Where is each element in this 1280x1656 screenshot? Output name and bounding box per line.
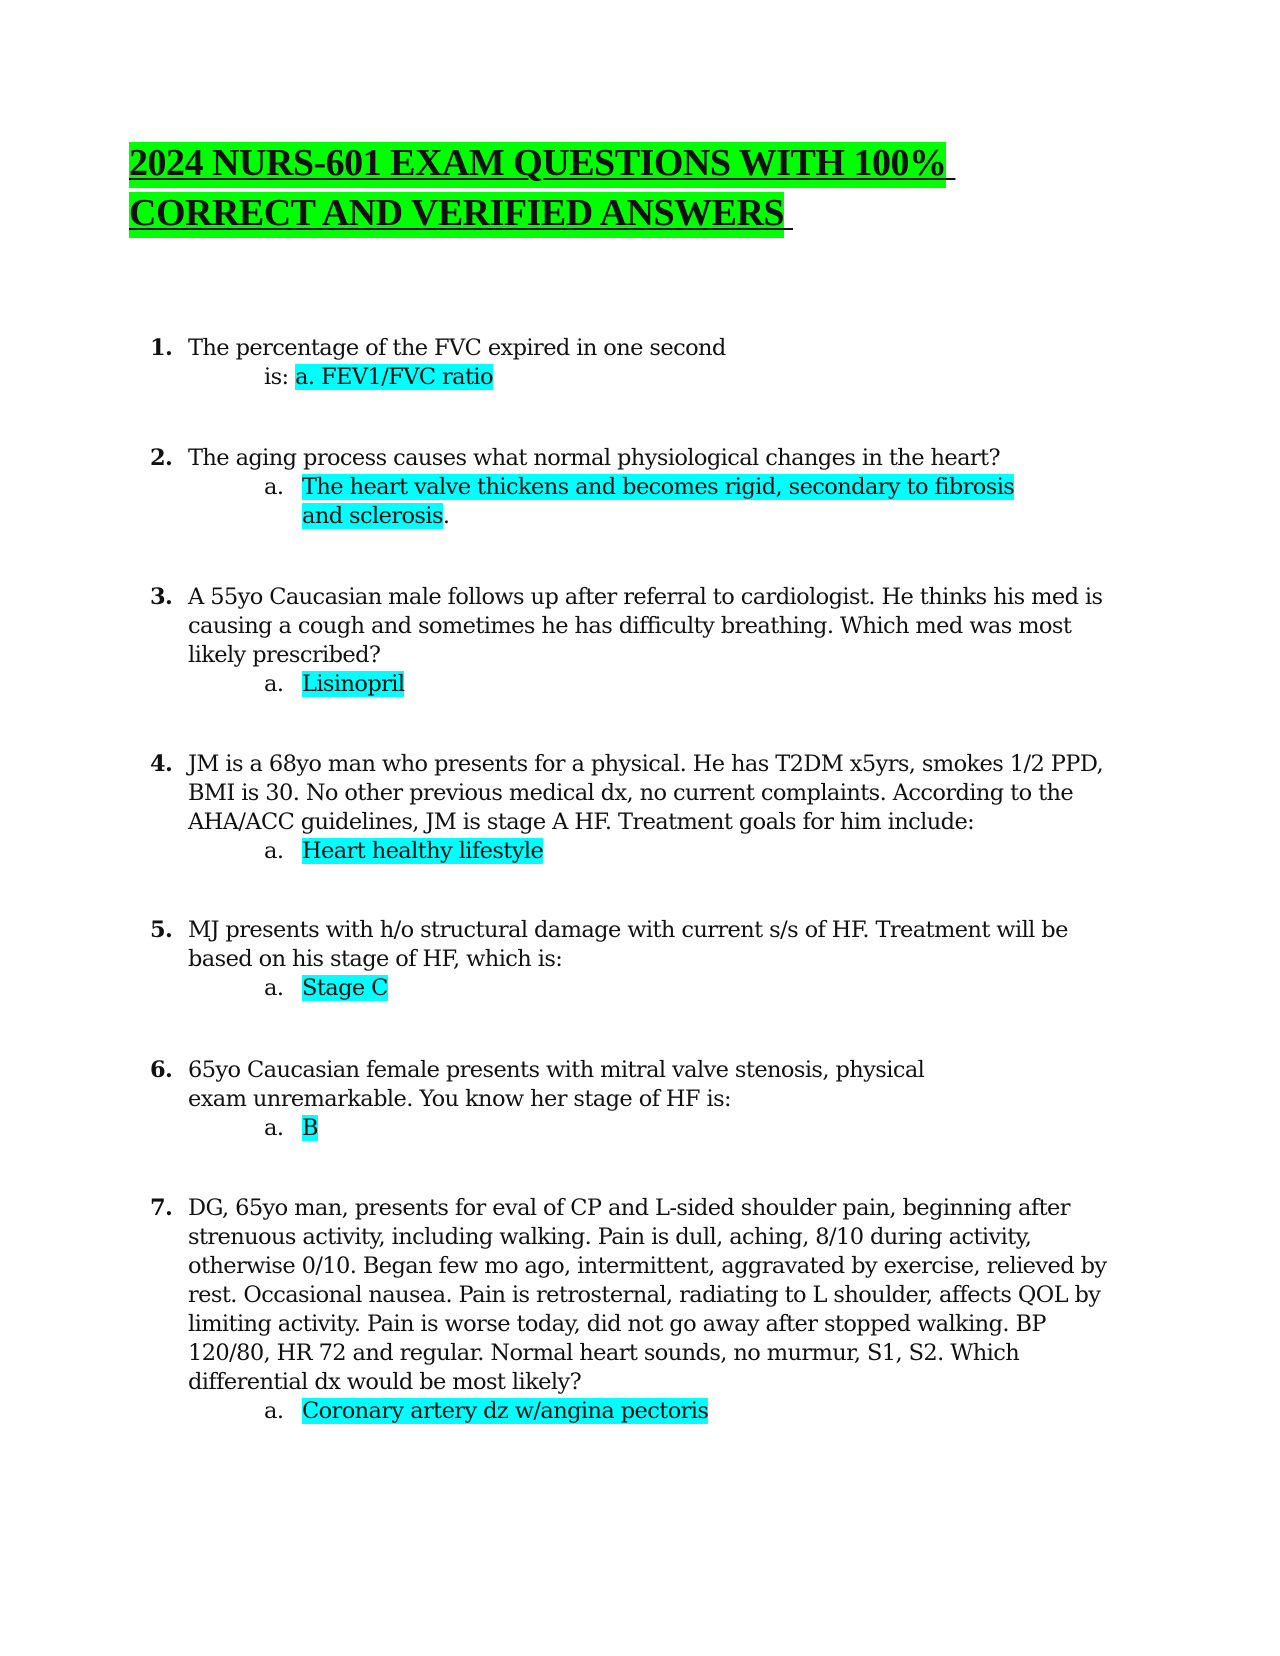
question-3 <box>150 583 1110 699</box>
answer-highlight: and sclerosis <box>302 503 443 529</box>
answer-row <box>150 473 1110 531</box>
answer-letter: a. <box>264 1398 284 1424</box>
answer-text: FEV1/FVC ratio <box>321 364 493 390</box>
question-text-line: differential dx would be most likely? <box>188 1369 582 1395</box>
question-text-line: 120/80, HR 72 and regular. Normal heart sounds, no murmur, S1, S2. Which <box>188 1340 1020 1366</box>
question-6 <box>150 1056 1110 1143</box>
title-line-1 <box>129 138 1089 188</box>
question-text-line: based on his stage of HF, which is: <box>188 946 563 972</box>
answer-highlight <box>295 364 493 390</box>
question-text-line: DG, 65yo man, presents for eval of CP and L-sided shoulder pain, beginning after <box>188 1195 1070 1221</box>
answer-highlight: Lisinopril <box>302 671 405 697</box>
answer-row <box>150 837 1110 866</box>
title-highlight: CORRECT AND VERIFIED ANSWERS <box>129 192 784 238</box>
document-title <box>129 138 1089 238</box>
answer-letter: a. <box>264 671 284 697</box>
question-5 <box>150 916 1110 1003</box>
answer-letter: a. <box>264 474 284 500</box>
title-highlight: 2024 NURS-601 EXAM QUESTIONS WITH 100% <box>129 142 946 188</box>
question-text: The aging process causes what normal physiological changes in the heart? <box>188 445 1000 471</box>
question-number: 4. <box>150 751 173 777</box>
question-text-line: likely prescribed? <box>188 642 381 668</box>
answer-letter: a. <box>295 364 315 390</box>
answer-letter: a. <box>264 975 284 1001</box>
answer-highlight: Stage C <box>302 975 388 1001</box>
question-text-line: strenuous activity, including walking. Pain is dull, aching, 8/10 during activity, <box>188 1224 1032 1250</box>
question-text-line: exam unremarkable. You know her stage of HF is: <box>188 1086 732 1112</box>
title-line-2 <box>129 188 1089 238</box>
question-number: 7. <box>150 1195 173 1221</box>
question-text-line: 65yo Caucasian female presents with mitral valve stenosis, physical <box>188 1057 925 1083</box>
question-number: 3. <box>150 584 173 610</box>
question-1 <box>150 334 1110 392</box>
question-text-line: otherwise 0/10. Began few mo ago, intermittent, aggravated by exercise, relieved by <box>188 1253 1107 1279</box>
question-text-line: A 55yo Caucasian male follows up after referral to cardiologist. He thinks his med is <box>188 584 1103 610</box>
question-text-line: MJ presents with h/o structural damage with current s/s of HF. Treatment will be <box>188 917 1068 943</box>
answer-highlight: Coronary artery dz w/angina pectoris <box>302 1398 709 1424</box>
answer-row <box>150 1397 1110 1426</box>
question-7 <box>150 1194 1110 1426</box>
question-text-line: limiting activity. Pain is worse today, did not go away after stopped walking. BP <box>188 1311 1046 1337</box>
question-text-line: AHA/ACC guidelines, JM is stage A HF. Treatment goals for him include: <box>188 809 975 835</box>
answer-highlight: Heart healthy lifestyle <box>302 838 544 864</box>
answer-letter: a. <box>264 1115 284 1141</box>
answer-row <box>150 974 1110 1003</box>
answer-highlight: B <box>302 1115 318 1141</box>
answer-letter: a. <box>264 838 284 864</box>
question-4 <box>150 750 1110 866</box>
answer-highlight: The heart valve thickens and becomes rigid, secondary to fibrosis <box>302 474 1015 500</box>
answer-prefix: is: <box>264 364 296 390</box>
question-text-line: causing a cough and sometimes he has difficulty breathing. Which med was most <box>188 613 1072 639</box>
answer-suffix: . <box>442 503 450 529</box>
question-number: 5. <box>150 917 173 943</box>
question-text: The percentage of the FVC expired in one second <box>188 335 726 361</box>
question-2 <box>150 444 1110 531</box>
question-text-line: JM is a 68yo man who presents for a physical. He has T2DM x5yrs, smokes 1/2 PPD, <box>188 751 1104 777</box>
answer-row <box>150 670 1110 699</box>
question-number: 1. <box>150 335 173 361</box>
question-text-line: BMI is 30. No other previous medical dx, no current complaints. According to the <box>188 780 1074 806</box>
question-number: 6. <box>150 1057 173 1083</box>
question-number: 2. <box>150 445 173 471</box>
question-text-line: rest. Occasional nausea. Pain is retrosternal, radiating to L shoulder, affects QOL by <box>188 1282 1101 1308</box>
answer-row <box>264 363 1110 392</box>
answer-row <box>150 1114 1110 1143</box>
